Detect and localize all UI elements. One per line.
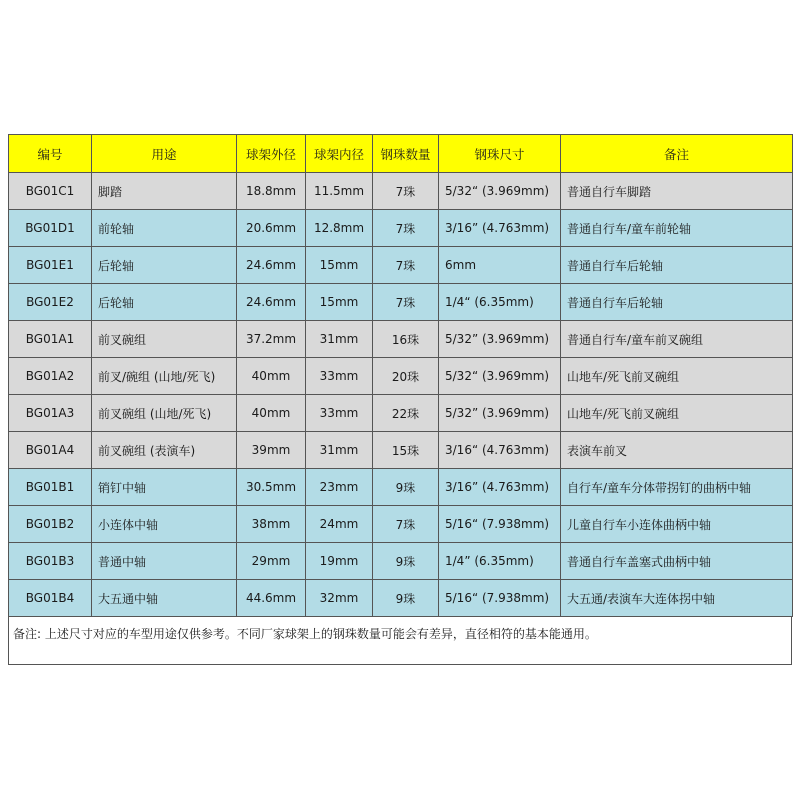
cell-count: 9珠 [373, 580, 439, 617]
cell-outer: 24.6mm [237, 247, 306, 284]
cell-outer: 40mm [237, 358, 306, 395]
cell-code: BG01D1 [9, 210, 92, 247]
cell-note: 普通自行车/童车前叉碗组 [561, 321, 793, 358]
cell-count: 7珠 [373, 210, 439, 247]
header-inner-diameter: 球架内径 [306, 135, 373, 173]
cell-outer: 18.8mm [237, 173, 306, 210]
table-footnote: 备注: 上述尺寸对应的车型用途仅供参考。不同厂家球架上的钢珠数量可能会有差异，直径相符的基本能通用。 [8, 617, 792, 665]
cell-inner: 24mm [306, 506, 373, 543]
cell-count: 7珠 [373, 173, 439, 210]
cell-inner: 15mm [306, 284, 373, 321]
table-row [9, 210, 793, 247]
cell-inner: 31mm [306, 432, 373, 469]
table-row [9, 580, 793, 617]
cell-code: BG01B2 [9, 506, 92, 543]
cell-outer: 20.6mm [237, 210, 306, 247]
cell-outer: 38mm [237, 506, 306, 543]
cell-count: 7珠 [373, 506, 439, 543]
cell-note: 普通自行车盖塞式曲柄中轴 [561, 543, 793, 580]
cell-inner: 32mm [306, 580, 373, 617]
cell-note: 山地车/死飞前叉碗组 [561, 358, 793, 395]
header-remarks: 备注 [561, 135, 793, 173]
cell-size: 1/4” (6.35mm) [439, 543, 561, 580]
cell-note: 大五通/表演车大连体拐中轴 [561, 580, 793, 617]
table-row [9, 506, 793, 543]
cell-size: 3/16” (4.763mm) [439, 469, 561, 506]
table-header-row [9, 135, 793, 173]
cell-count: 15珠 [373, 432, 439, 469]
cell-outer: 39mm [237, 432, 306, 469]
cell-size: 3/16” (4.763mm) [439, 210, 561, 247]
cell-inner: 11.5mm [306, 173, 373, 210]
header-ball-count: 钢珠数量 [373, 135, 439, 173]
cell-outer: 30.5mm [237, 469, 306, 506]
cell-size: 5/32“ (3.969mm) [439, 358, 561, 395]
cell-size: 3/16“ (4.763mm) [439, 432, 561, 469]
spec-table-container [8, 134, 792, 665]
cell-note: 普通自行车后轮轴 [561, 247, 793, 284]
cell-note: 表演车前叉 [561, 432, 793, 469]
table-row [9, 321, 793, 358]
cell-inner: 31mm [306, 321, 373, 358]
cell-count: 22珠 [373, 395, 439, 432]
cell-size: 1/4“ (6.35mm) [439, 284, 561, 321]
cell-code: BG01A1 [9, 321, 92, 358]
cell-inner: 12.8mm [306, 210, 373, 247]
cell-size: 5/16“ (7.938mm) [439, 580, 561, 617]
cell-code: BG01B3 [9, 543, 92, 580]
cell-count: 7珠 [373, 284, 439, 321]
cell-size: 5/16“ (7.938mm) [439, 506, 561, 543]
cell-use: 销钉中轴 [92, 469, 237, 506]
cell-use: 小连体中轴 [92, 506, 237, 543]
cell-outer: 29mm [237, 543, 306, 580]
cell-outer: 37.2mm [237, 321, 306, 358]
header-use: 用途 [92, 135, 237, 173]
table-row [9, 395, 793, 432]
table-row [9, 543, 793, 580]
cell-inner: 23mm [306, 469, 373, 506]
cell-code: BG01C1 [9, 173, 92, 210]
ball-retainer-spec-table [8, 134, 793, 617]
cell-note: 普通自行车脚踏 [561, 173, 793, 210]
cell-code: BG01A4 [9, 432, 92, 469]
table-row [9, 432, 793, 469]
table-row [9, 284, 793, 321]
cell-outer: 44.6mm [237, 580, 306, 617]
cell-outer: 40mm [237, 395, 306, 432]
cell-use: 前叉/碗组 (山地/死飞) [92, 358, 237, 395]
cell-use: 前叉碗组 (山地/死飞) [92, 395, 237, 432]
cell-count: 9珠 [373, 469, 439, 506]
header-outer-diameter: 球架外径 [237, 135, 306, 173]
cell-use: 后轮轴 [92, 247, 237, 284]
cell-count: 20珠 [373, 358, 439, 395]
cell-size: 5/32” (3.969mm) [439, 321, 561, 358]
cell-inner: 33mm [306, 395, 373, 432]
cell-note: 普通自行车后轮轴 [561, 284, 793, 321]
table-row [9, 247, 793, 284]
cell-use: 大五通中轴 [92, 580, 237, 617]
cell-use: 脚踏 [92, 173, 237, 210]
cell-count: 7珠 [373, 247, 439, 284]
table-row [9, 173, 793, 210]
cell-code: BG01B4 [9, 580, 92, 617]
cell-note: 山地车/死飞前叉碗组 [561, 395, 793, 432]
cell-inner: 33mm [306, 358, 373, 395]
cell-size: 6mm [439, 247, 561, 284]
cell-size: 5/32“ (3.969mm) [439, 173, 561, 210]
cell-size: 5/32” (3.969mm) [439, 395, 561, 432]
cell-use: 普通中轴 [92, 543, 237, 580]
cell-note: 自行车/童车分体带拐钉的曲柄中轴 [561, 469, 793, 506]
cell-inner: 15mm [306, 247, 373, 284]
cell-use: 前叉碗组 [92, 321, 237, 358]
cell-note: 普通自行车/童车前轮轴 [561, 210, 793, 247]
cell-note: 儿童自行车小连体曲柄中轴 [561, 506, 793, 543]
cell-code: BG01B1 [9, 469, 92, 506]
cell-outer: 24.6mm [237, 284, 306, 321]
cell-code: BG01A3 [9, 395, 92, 432]
cell-use: 前叉碗组 (表演车) [92, 432, 237, 469]
header-code: 编号 [9, 135, 92, 173]
cell-count: 16珠 [373, 321, 439, 358]
cell-use: 后轮轴 [92, 284, 237, 321]
cell-code: BG01A2 [9, 358, 92, 395]
cell-inner: 19mm [306, 543, 373, 580]
cell-use: 前轮轴 [92, 210, 237, 247]
cell-code: BG01E1 [9, 247, 92, 284]
header-ball-size: 钢珠尺寸 [439, 135, 561, 173]
cell-code: BG01E2 [9, 284, 92, 321]
table-row [9, 358, 793, 395]
cell-count: 9珠 [373, 543, 439, 580]
table-row [9, 469, 793, 506]
